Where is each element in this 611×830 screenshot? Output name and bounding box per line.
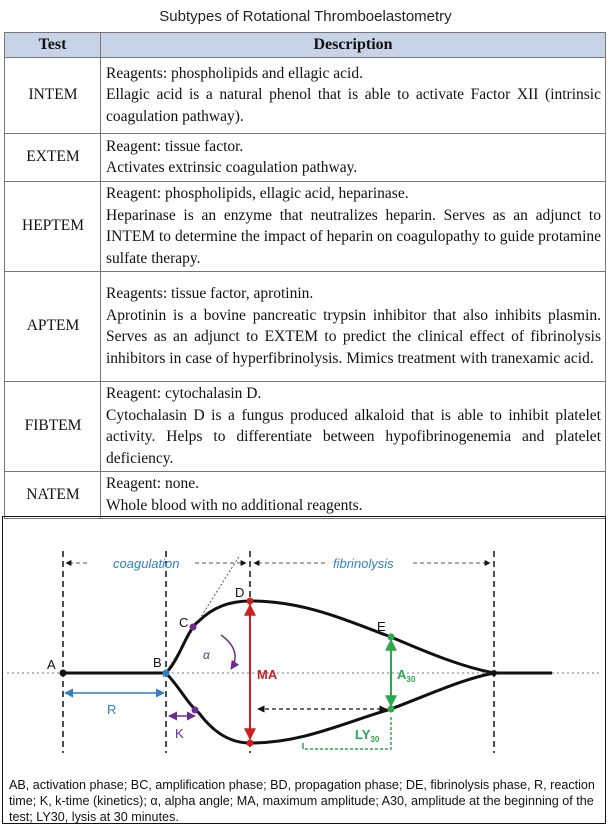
rotem-table [4,32,606,519]
table-row [5,182,606,272]
description-line: Heparinase is an enzyme that neutralizes heparin. Serves as an adjunct to INTEM to determine the impact of heparin on coagulopathy to guide protamine sulfate therapy. [106,206,601,267]
point-c-lower [192,707,199,714]
header-description: Description [101,33,606,58]
ly30-label [355,727,380,744]
point-end [491,670,497,676]
ly30-label-sub: 30 [370,735,380,744]
point-c [190,624,197,631]
coagulation-label: coagulation [113,556,180,571]
table-row [5,58,606,134]
fibrinolysis-label: fibrinolysis [333,556,394,571]
description-line: Aprotinin is a bovine pancreatic trypsin inhibitor that also inhibits plasmin. Serves as an adjunct to EXTEM to predict the clinical effect of fibrinolysis inhibitors in case of hyperfibrinolysis. Mimics treatment with tranexamic acid. [106,306,601,367]
description-line: Reagent: tissue factor. [106,137,244,155]
test-name: HEPTEM [5,182,101,272]
test-description [101,134,606,182]
k-label: K [175,726,184,741]
ma-label: MA [257,667,278,682]
label-c: C [179,615,189,630]
table-header-row [5,33,606,58]
r-label: R [107,702,117,717]
test-name: APTEM [5,272,101,382]
description-line: Whole blood with no additional reagents. [106,496,363,514]
header-test: Test [5,33,101,58]
label-b: B [153,655,162,670]
a30-label-main: A [397,667,407,682]
rotem-trace-diagram [3,517,604,773]
table-row [5,382,606,472]
description-line: Ellagic acid is a natural phenol that is able to activate Factor XII (intrinsic coagulation pathway). [106,86,601,125]
a30-label [397,667,416,684]
ly30-label-main: LY [355,727,371,742]
alpha-label: α [203,648,210,662]
point-d [247,598,254,605]
label-d: D [235,585,245,600]
trace-lower [166,673,494,743]
description-line: Activates extrinsic coagulation pathway. [106,159,358,176]
trace-upper [63,601,552,673]
label-a: A [47,657,56,672]
point-e [388,634,395,641]
page-title: Subtypes of Rotational Thromboelastometry [159,8,452,25]
table-row [5,472,606,519]
description-line: Reagent: phospholipids, ellagic acid, heparinase. [106,185,409,202]
rotem-diagram-figure [2,516,606,824]
figure-caption: AB, activation phase; BC, amplification phase; BD, propagation phase; DE, fibrinolysis phase, R, reaction time; K, k-time (kinetics); α, alpha angle; MA, maximum amplitude; A30, amplitude at the beginning of the test; LY30, lysis at 30 minutes. [9,778,595,824]
test-name: EXTEM [5,134,101,182]
test-description [101,272,606,382]
test-description [101,58,606,134]
test-description [101,472,606,519]
point-a [60,670,67,677]
a30-label-sub: 30 [406,675,416,684]
label-e: E [377,619,386,634]
description-line: Reagents: tissue factor, aprotinin. [106,285,314,302]
point-d-lower [247,740,254,747]
test-name: INTEM [5,58,101,134]
test-description [101,382,606,472]
test-name: NATEM [5,472,101,519]
alpha-angle-arc [221,635,235,669]
description-line: Reagent: cytochalasin D. [106,385,262,402]
description-line: Cytochalasin D is a fungus produced alkaloid that is able to inhibit platelet activity. Helps to differentiate between hypofibrinogenemia and platelet deficiency. [106,406,601,467]
table-row [5,272,606,382]
point-e-lower [388,706,395,713]
description-line: Reagent: none. [106,475,199,492]
test-description [101,182,606,272]
table-row [5,134,606,182]
test-name: FIBTEM [5,382,101,472]
description-line: Reagents: phospholipids and ellagic acid. [106,64,363,82]
point-b [163,670,170,677]
